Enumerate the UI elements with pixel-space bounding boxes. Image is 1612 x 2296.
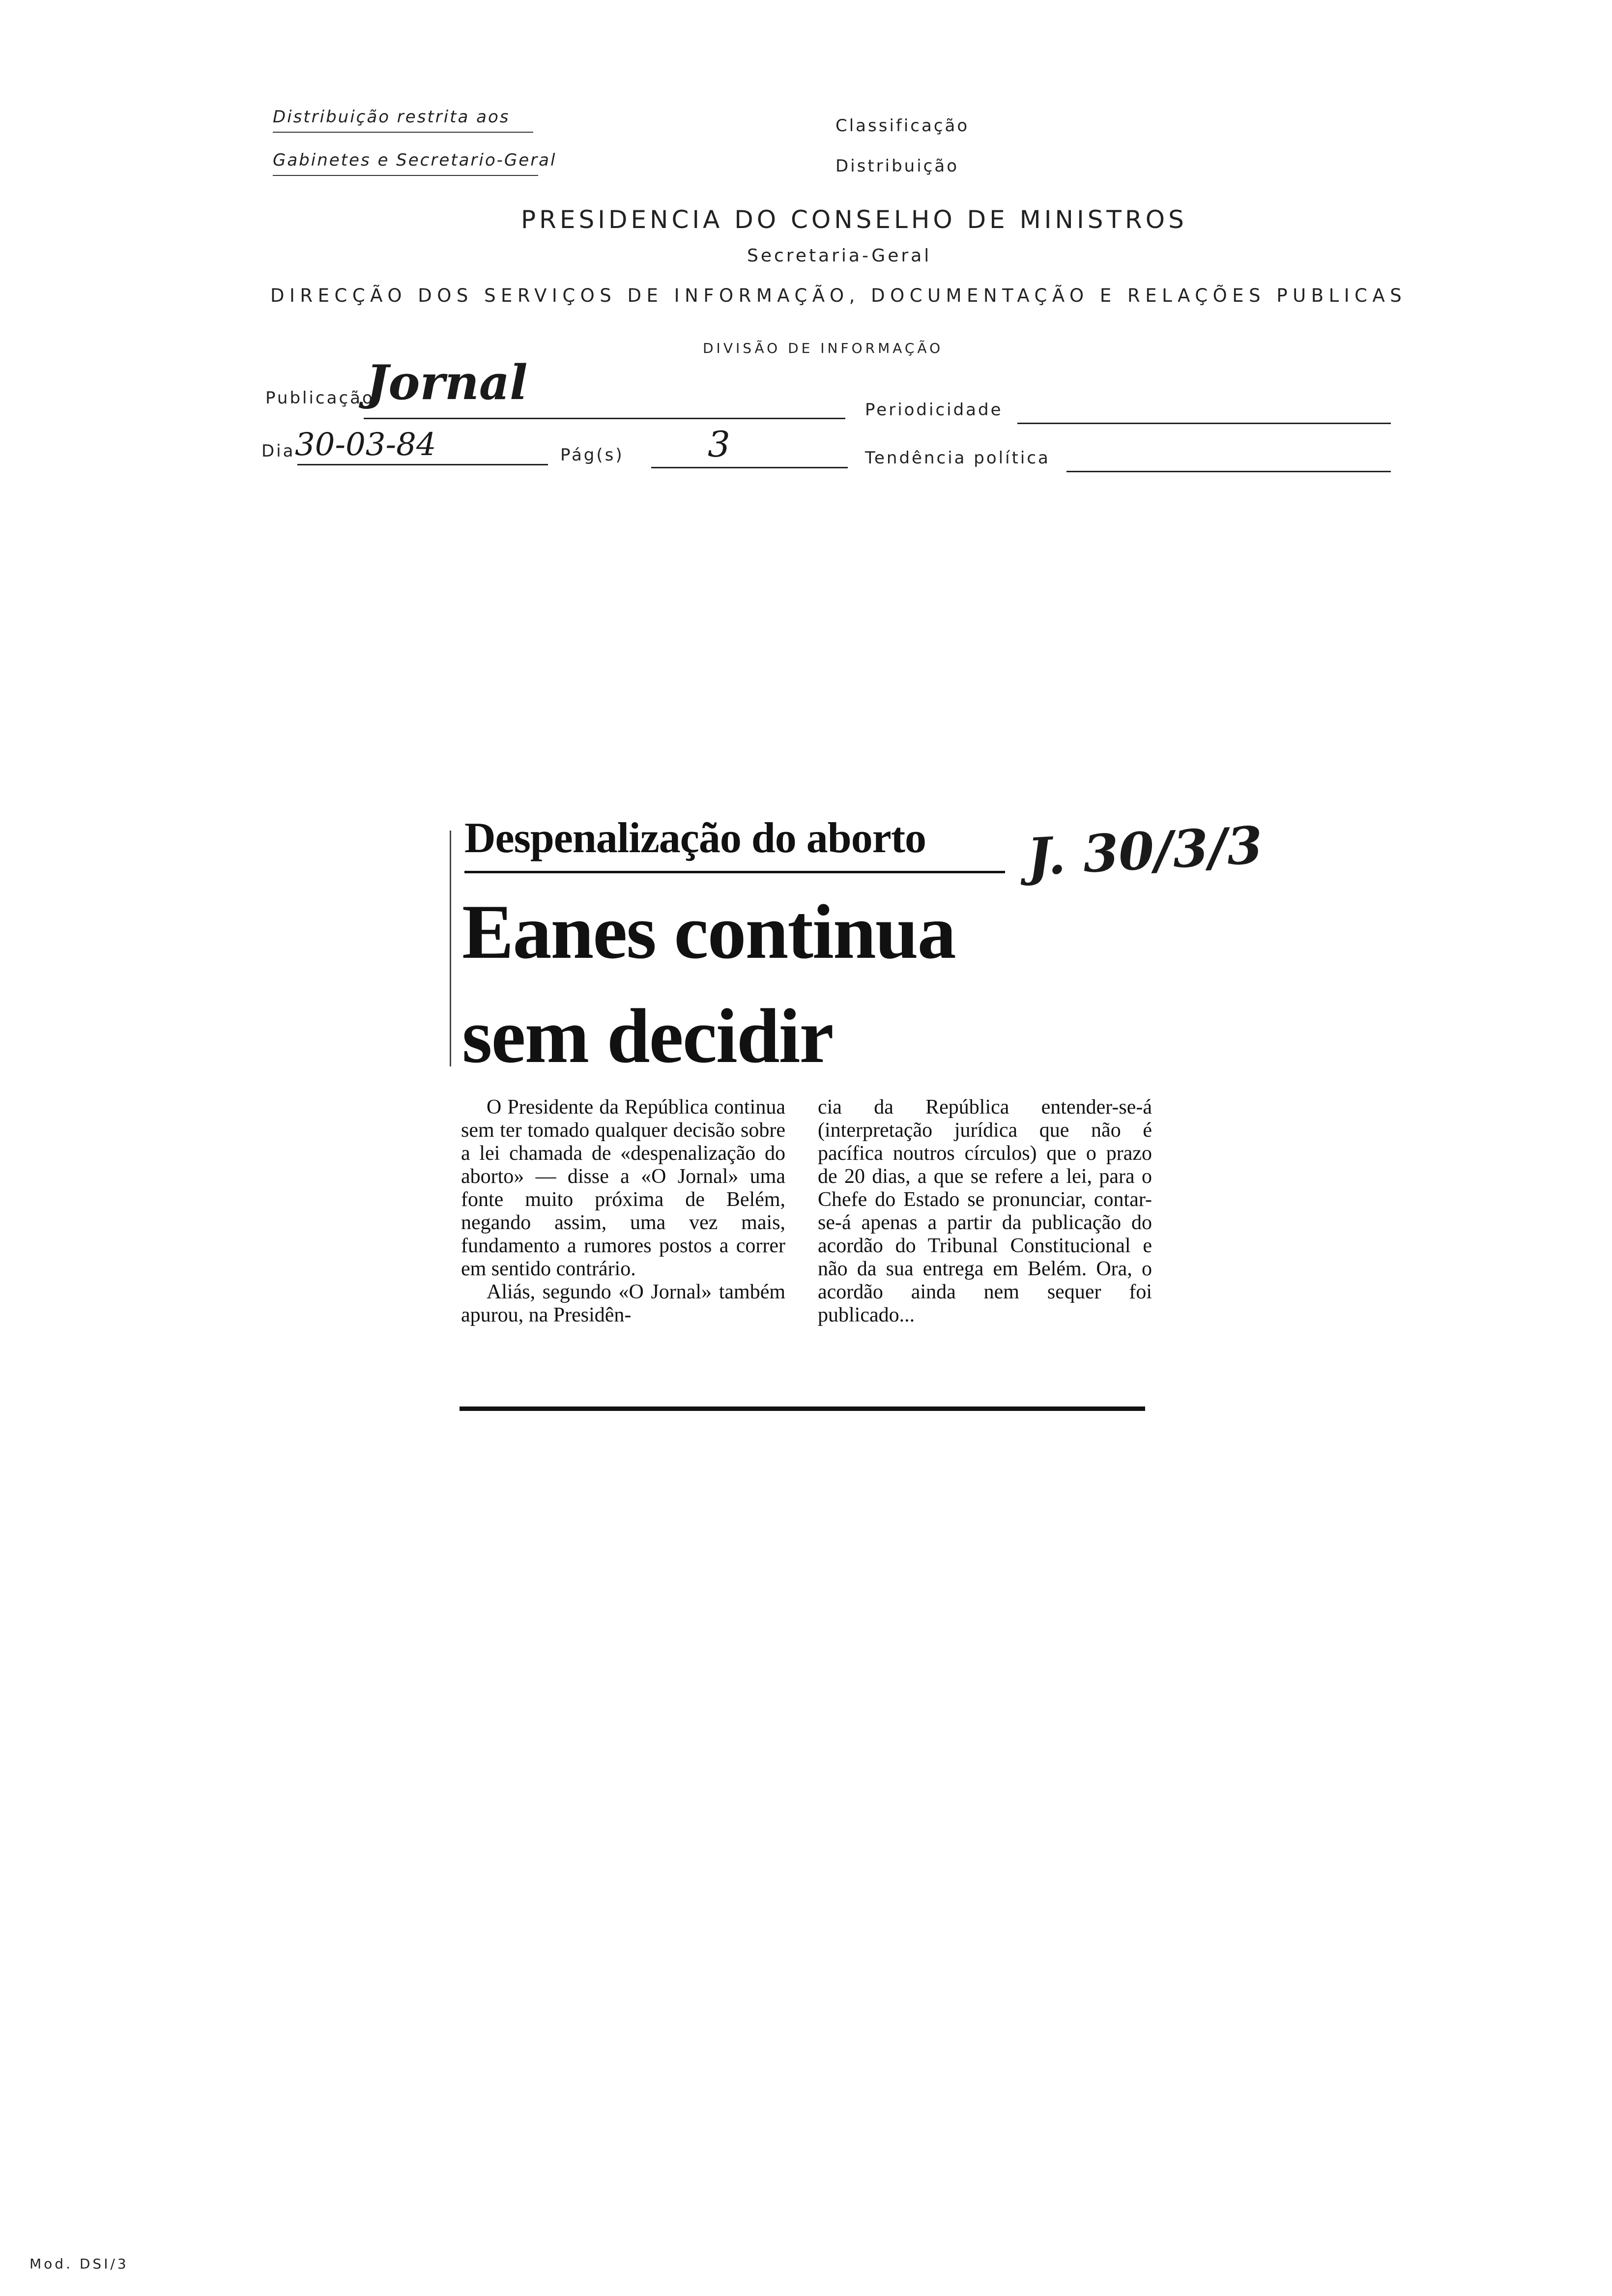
distribuicao-label: Distribuição [835, 156, 959, 176]
pags-handwritten-value: 3 [708, 424, 730, 465]
clipping-left-rule [450, 831, 451, 1066]
article-kicker: Despenalização do aborto [464, 814, 926, 862]
article-paragraph: cia da República entender-se-á (interpretação jurídica que não é pacífica noutros círculos) que o prazo de 20 dias, a que se refere a lei, para o Chefe do Estado se pronunciar, contar-se-á apenas a partir da publicação do acordão do Tribunal Constitucional e não da sua entrega em Belém. Ora, o acordão ainda nem sequer foi publicado... [818, 1096, 1152, 1326]
publicacao-field-line [364, 418, 845, 419]
distribution-restriction-rule2 [273, 175, 538, 176]
organization-title: PRESIDENCIA DO CONSELHO DE MINISTROS [521, 205, 1187, 234]
publicacao-handwritten-value: Jornal [366, 355, 528, 410]
article-paragraph: O Presidente da República continua sem ter tomado qualquer decisão sobre a lei chamada de «despenalização do aborto» — disse a «O Jornal» uma fonte muito próxima de Belém, negando assim, uma vez mais, fundamento a rumores postos a correr em sentido contrário. [461, 1096, 785, 1280]
form-code: Mod. DSI/3 [29, 2256, 129, 2272]
pags-field-line [651, 467, 848, 468]
divisao-informacao: DIVISÃO DE INFORMAÇÃO [703, 340, 944, 356]
dia-field-line [297, 464, 548, 465]
article-headline-line2: sem decidir [462, 993, 833, 1079]
kicker-underline [464, 871, 1005, 873]
periodicidade-label: Periodicidade [865, 400, 1003, 420]
article-column-2 [818, 1096, 1152, 1327]
distribution-restriction-line2: Gabinetes e Secretario-Geral [273, 150, 557, 170]
article-headline-line1: Eanes continua [462, 889, 955, 975]
publicacao-label: Publicação [265, 388, 374, 408]
clipping-bottom-rule [460, 1406, 1145, 1411]
classificacao-label: Classificação [835, 116, 970, 136]
article-column-1 [461, 1096, 785, 1327]
direccao-servicos: DIRECÇÃO DOS SERVIÇOS DE INFORMAÇÃO, DOCUMENTAÇÃO E RELAÇÕES PUBLICAS [270, 285, 1407, 306]
article-paragraph: Aliás, segundo «O Jornal» também apurou, na Presidên- [461, 1281, 785, 1326]
dia-handwritten-value: 30-03-84 [295, 427, 436, 463]
periodicidade-field-line [1017, 423, 1391, 424]
handwritten-date-annotation: J. 30/3/3 [1026, 814, 1264, 888]
tendencia-label: Tendência política [865, 448, 1050, 468]
secretaria-geral: Secretaria-Geral [747, 246, 932, 266]
pags-label: Pág(s) [560, 445, 624, 465]
dia-label: Dia [261, 441, 295, 461]
distribution-restriction-rule1 [273, 132, 533, 133]
tendencia-field-line [1066, 471, 1391, 472]
distribution-restriction-line1: Distribuição restrita aos [273, 107, 510, 127]
